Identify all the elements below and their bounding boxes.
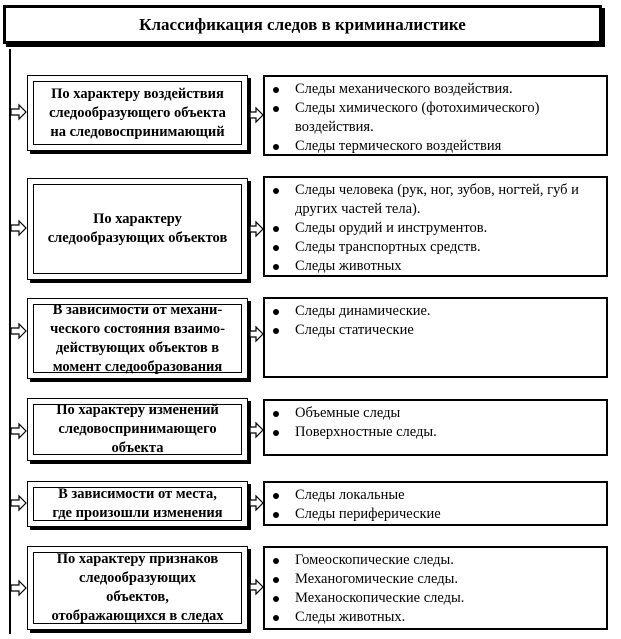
category-label: По характеру воздействия следообразующего объекта на следовоспринимающий bbox=[49, 85, 226, 140]
list-item: Следы динамические. bbox=[295, 302, 600, 321]
arrow-left-icon-1 bbox=[11, 105, 26, 119]
list-item: Следы статические bbox=[295, 321, 600, 340]
category-label: По характеру следообразующих объектов bbox=[47, 211, 228, 246]
list-item: Следы транспортных средств. bbox=[295, 238, 600, 257]
arrow-left-icon-3 bbox=[11, 324, 26, 338]
arrow-left-icon-5 bbox=[11, 496, 26, 510]
arrow-right-icon-6 bbox=[250, 580, 263, 594]
arrow-right-icon-5 bbox=[250, 496, 263, 510]
category-label: По характеру признаков следообразующих объектов, отображающихся в следах bbox=[51, 551, 224, 624]
arrow-right-icon-1 bbox=[250, 108, 263, 122]
list-item: Следы животных bbox=[295, 257, 600, 276]
list-item: Поверхностные следы. bbox=[295, 423, 600, 442]
list-item: Следы животных. bbox=[295, 608, 600, 627]
list-item: Следы периферические bbox=[295, 505, 600, 524]
list-item: Механоскопические следы. bbox=[295, 589, 600, 608]
arrow-left-icon-2 bbox=[11, 221, 26, 235]
arrow-right-icon-3 bbox=[250, 327, 263, 341]
arrow-left-icon-4 bbox=[11, 424, 26, 438]
list-item: Следы термического воздействия bbox=[295, 137, 600, 156]
list-item: Объемные следы bbox=[295, 404, 600, 423]
list-item: Следы локальные bbox=[295, 486, 600, 505]
category-label: В зависимости от механи- ческого состояния взаимо- действующих объектов в момент следообразования bbox=[50, 301, 225, 375]
list-item: Следы механического воздействия. bbox=[295, 80, 600, 99]
arrow-right-icon-4 bbox=[250, 423, 263, 437]
arrow-left-icon-6 bbox=[11, 581, 26, 595]
list-item: Следы химического (фотохимического) воздействия. bbox=[295, 99, 600, 137]
list-item: Механогомические следы. bbox=[295, 570, 600, 589]
list-item: Гомеоскопические следы. bbox=[295, 551, 600, 570]
list-item: Следы орудий и инструментов. bbox=[295, 219, 600, 238]
category-label: По характеру изменений следовоспринимающего объекта bbox=[56, 402, 219, 456]
diagram-title-text: Классификация следов в криминалистике bbox=[139, 14, 466, 34]
category-label: В зависимости от места, где произошли изменения bbox=[52, 486, 223, 521]
list-item: Следы человека (рук, ног, зубов, ногтей, губ и других частей тела). bbox=[295, 181, 600, 219]
arrow-right-icon-2 bbox=[250, 222, 263, 236]
